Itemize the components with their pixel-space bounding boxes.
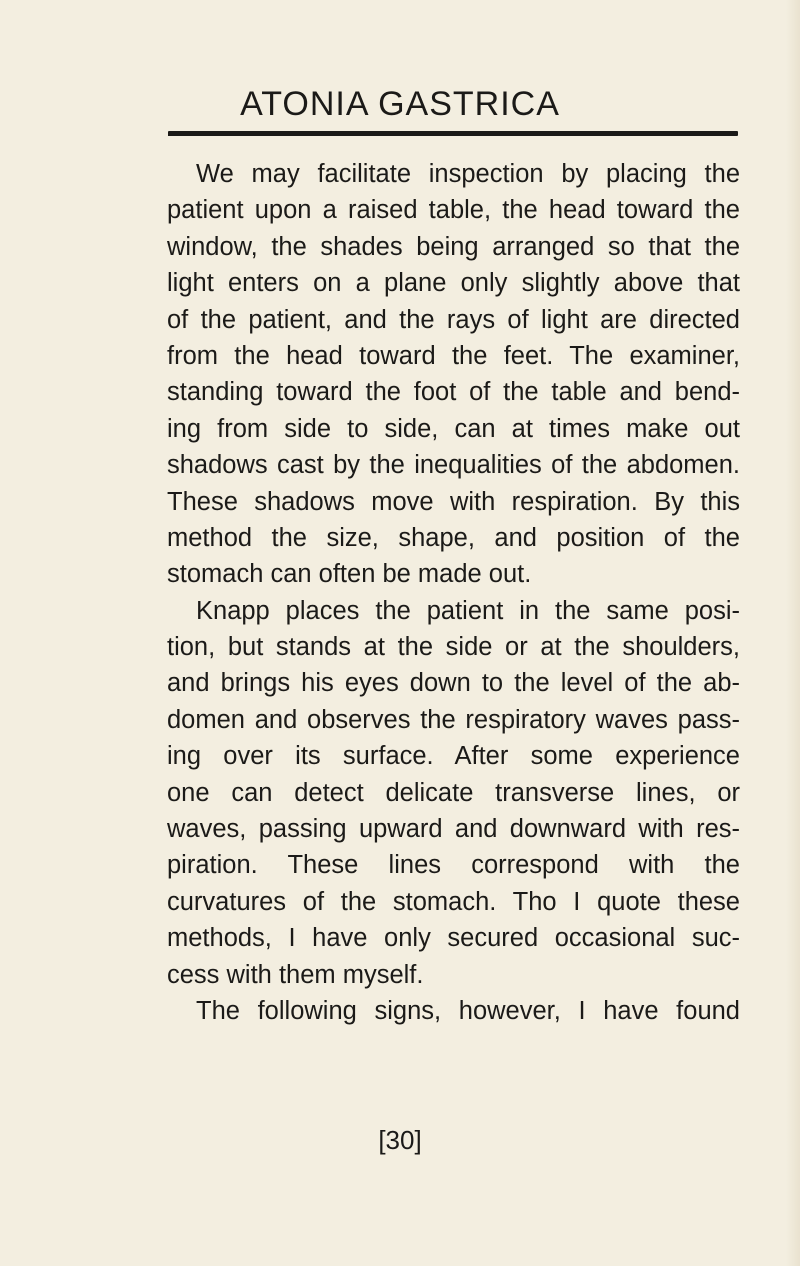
- text-line: of the patient, and the rays of light are directed: [167, 305, 740, 334]
- text-line: standing toward the foot of the table and bend-: [167, 378, 740, 407]
- text-line: from the head toward the feet. The examiner,: [167, 341, 740, 370]
- text-line: The following signs, however, I have found: [196, 996, 740, 1025]
- text-line: curvatures of the stomach. Tho I quote these: [167, 887, 740, 916]
- header-rule: [168, 131, 738, 136]
- text-line: patient upon a raised table, the head toward the: [167, 196, 740, 225]
- header-rule-taper: [168, 133, 188, 136]
- body-text: [167, 156, 740, 1029]
- text-line: one can detect delicate transverse lines, or: [167, 778, 740, 807]
- text-line: shadows cast by the inequalities of the abdomen.: [167, 451, 740, 480]
- running-header: ATONIA GASTRICA: [240, 85, 560, 123]
- text-line: cess with them myself.: [167, 960, 424, 989]
- text-line: and brings his eyes down to the level of the ab-: [167, 669, 740, 698]
- text-line: ing over its surface. After some experience: [167, 742, 740, 771]
- text-line: waves, passing upward and downward with res-: [167, 815, 740, 844]
- text-line: window, the shades being arranged so that the: [167, 232, 740, 261]
- text-line: domen and observes the respiratory waves pass-: [167, 705, 740, 734]
- text-line: We may facilitate inspection by placing the: [196, 160, 740, 188]
- text-line: piration. These lines correspond with the: [167, 851, 740, 880]
- text-line: tion, but stands at the side or at the shoulders,: [167, 633, 740, 662]
- page-edge-shadow: [786, 0, 800, 1266]
- text-line: methods, I have only secured occasional suc-: [167, 924, 740, 953]
- page-number: [30]: [378, 1125, 422, 1155]
- text-line: light enters on a plane only slightly above that: [167, 269, 740, 298]
- text-line: stomach can often be made out.: [167, 560, 532, 589]
- text-line: method the size, shape, and position of the: [167, 523, 740, 552]
- text-line: Knapp places the patient in the same posi-: [196, 596, 740, 625]
- text-line: ing from side to side, can at times make out: [167, 414, 740, 443]
- text-line: These shadows move with respiration. By this: [167, 487, 740, 516]
